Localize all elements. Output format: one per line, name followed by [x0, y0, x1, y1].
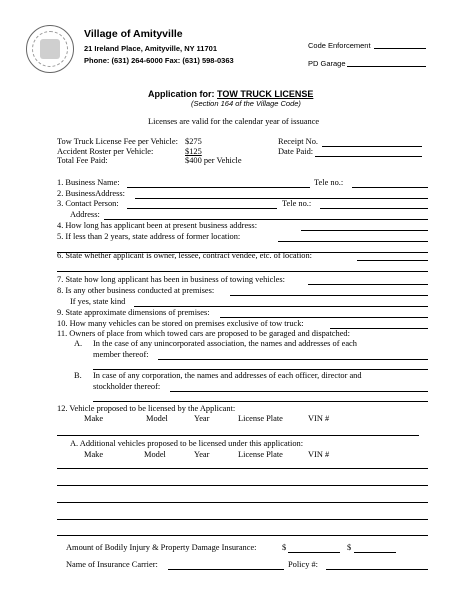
owners-a-letter: A.	[74, 339, 83, 348]
receipt-line[interactable]	[322, 146, 422, 147]
pd-garage-line[interactable]	[347, 66, 426, 67]
fee-label: Tow Truck License Fee per Vehicle:	[57, 137, 178, 146]
insurance-carrier-label: Name of Insurance Carrier:	[66, 560, 158, 569]
present-address-duration-line[interactable]	[301, 230, 428, 231]
contact-tele-label: Tele no.:	[282, 199, 312, 208]
title-license: TOW TRUCK LICENSE	[217, 89, 314, 99]
business-name-label: 1. Business Name:	[57, 178, 120, 187]
addl-model-header: Model	[144, 450, 166, 459]
vehicle-proposed-label: 12. Vehicle proposed to be licensed by the Applicant:	[57, 404, 236, 413]
village-address: 21 Ireland Place, Amityville, NY 11701	[84, 44, 217, 53]
insurance-amount-label: Amount of Bodily Injury & Property Damage Insurance:	[66, 543, 257, 552]
premises-dimensions-label: 9. State approximate dimensions of premises:	[57, 308, 210, 317]
roster-value: $125	[185, 147, 202, 156]
towing-duration-label: 7. State how long applicant has been in business of towing vehicles:	[57, 275, 285, 284]
owners-b-line1: In case of any corporation, the names and addresses of each officer, director and	[93, 371, 362, 380]
insurance-amount-line-1[interactable]	[288, 552, 340, 553]
fee-value: $275	[185, 137, 202, 146]
vehicle-model-header: Model	[146, 414, 168, 423]
addl-vin-header: VIN #	[308, 450, 330, 459]
village-seal	[26, 25, 74, 73]
village-name: Village of Amityville	[84, 28, 183, 40]
insurance-amount-line-2[interactable]	[354, 552, 396, 553]
other-business-label: 8. Is any other business conducted at premises:	[57, 286, 215, 295]
seal-emblem	[40, 39, 60, 59]
addl-vehicle-line-2[interactable]	[57, 485, 428, 486]
business-address-label: 2. BusinessAddress:	[57, 189, 125, 198]
insurance-dollar-2: $	[347, 543, 352, 552]
vehicle-plate-header: License Plate	[238, 414, 283, 423]
addl-vehicle-line-3[interactable]	[57, 502, 428, 503]
vehicle-make-header: Make	[84, 414, 104, 423]
other-business-line[interactable]	[230, 295, 428, 296]
contact-tele-line[interactable]	[320, 208, 428, 209]
code-enforcement-label: Code Enforcement	[308, 41, 371, 50]
ownership-line-1[interactable]	[357, 260, 428, 261]
towing-duration-line[interactable]	[308, 284, 428, 285]
addl-plate-header: License Plate	[238, 450, 283, 459]
owners-a-line-1[interactable]	[158, 359, 428, 360]
receipt-label: Receipt No.	[278, 137, 319, 146]
validity-note: Licenses are valid for the calendar year of issuance	[148, 117, 320, 126]
additional-vehicles-label: A. Additional vehicles proposed to be licensed under this application:	[70, 439, 304, 448]
owners-b-line-1[interactable]	[170, 391, 428, 392]
ownership-line-2[interactable]	[57, 271, 428, 272]
contact-person-label: 3. Contact Person:	[57, 199, 119, 208]
contact-address-label: Address:	[70, 210, 100, 219]
code-section: (Section 164 of the Village Code)	[191, 99, 301, 108]
vehicle-line[interactable]	[57, 435, 419, 436]
owners-a-line1: In the case of any unincorporated association, the names and addresses of each	[93, 339, 357, 348]
date-paid-line[interactable]	[315, 156, 422, 157]
vehicle-year-header: Year	[194, 414, 210, 423]
owners-label: 11. Owners of place from which towed cars are proposed to be garaged and dispatched:	[57, 329, 350, 338]
addl-vehicle-line-4[interactable]	[57, 519, 428, 520]
title-prefix: Application for:	[148, 89, 215, 99]
insurance-dollar-1: $	[282, 543, 287, 552]
other-business-kind-line[interactable]	[134, 306, 428, 307]
date-paid-label: Date Paid:	[278, 147, 314, 156]
total-label: Total Fee Paid:	[57, 156, 108, 165]
owners-b-letter: B.	[74, 371, 82, 380]
business-tele-label: Tele no.:	[314, 178, 344, 187]
insurance-carrier-line[interactable]	[168, 569, 284, 570]
pd-garage-label: PD Garage	[308, 59, 346, 68]
former-location-line-1[interactable]	[278, 241, 428, 242]
addl-make-header: Make	[84, 450, 104, 459]
business-name-line[interactable]	[127, 187, 310, 188]
addl-vehicle-line-1[interactable]	[57, 468, 428, 469]
present-address-duration-label: 4. How long has applicant been at present business address:	[57, 221, 258, 230]
owners-b-line2: stockholder thereof:	[93, 382, 161, 391]
vehicle-vin-header: VIN #	[308, 414, 330, 423]
addl-vehicle-line-5[interactable]	[57, 535, 428, 536]
business-tele-line[interactable]	[352, 187, 428, 188]
village-phone: Phone: (631) 264-6000 Fax: (631) 598-0363	[84, 56, 234, 65]
application-for	[148, 90, 313, 99]
policy-number-line[interactable]	[326, 569, 428, 570]
code-enforcement-line[interactable]	[374, 48, 426, 49]
storage-capacity-label: 10. How many vehicles can be stored on premises exclusive of tow truck:	[57, 319, 304, 328]
owners-a-line-2[interactable]	[93, 369, 428, 370]
former-location-label: 5. If less than 2 years, state address of former location:	[57, 232, 241, 241]
owners-a-line2: member thereof:	[93, 350, 149, 359]
addl-year-header: Year	[194, 450, 210, 459]
owners-b-line-2[interactable]	[93, 401, 428, 402]
ownership-label: 6. State whether applicant is owner, lessee, contract vendee, etc. of location:	[57, 251, 313, 260]
policy-number-label: Policy #:	[288, 560, 319, 569]
contact-person-line[interactable]	[127, 208, 277, 209]
contact-address-line[interactable]	[104, 219, 428, 220]
premises-dimensions-line[interactable]	[220, 317, 428, 318]
roster-label: Accident Roster per Vehicle:	[57, 147, 154, 156]
total-value: $400 per Vehicle	[185, 156, 242, 165]
other-business-kind-label: If yes, state kind	[70, 297, 126, 306]
